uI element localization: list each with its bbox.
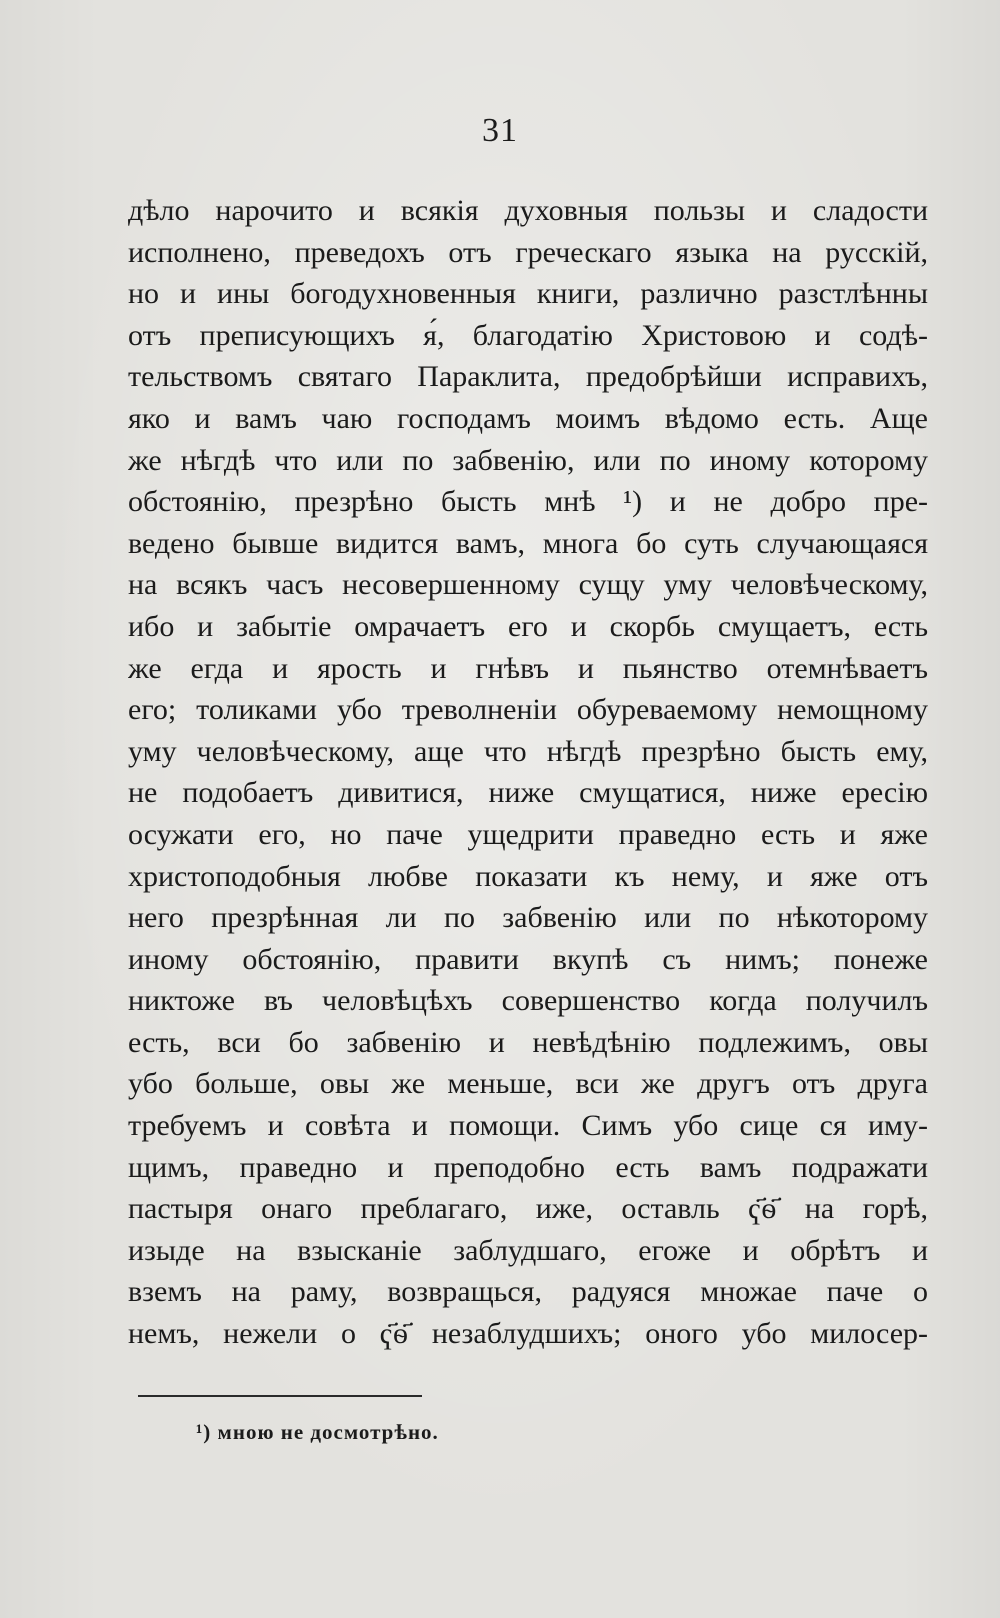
text-line: тельствомъ святаго Параклита, предобрѣйши исправихъ,: [128, 360, 928, 394]
page-number: 31: [482, 112, 518, 149]
text-line: его; толиками убо треволненіи обуреваемому немощному: [128, 693, 928, 727]
text-line: обстоянію, презрѣно бысть мнѣ ¹) и не добро пре-: [128, 485, 928, 519]
text-line: иному обстоянію, правити вкупѣ съ нимъ; понеже: [128, 942, 928, 976]
text-line: ведено бывше видится вамъ, многа бо суть случающаяся: [128, 526, 928, 560]
text-line: не подобаетъ дивитися, ниже смущатися, ниже ересію: [128, 776, 928, 810]
text-line: на всякъ часъ несовершенному сущу уму человѣческому,: [128, 568, 928, 602]
text-line: же егда и ярость и гнѣвъ и пьянство отемнѣваетъ: [128, 651, 928, 685]
text-line: но и ины богодухновенныя книги, различно разстлѣнны: [128, 277, 928, 311]
text-line: щимъ, праведно и преподобно есть вамъ подражати: [128, 1150, 928, 1184]
body-text: [128, 190, 928, 1355]
text-line: уму человѣческому, аще что нѣгдѣ презрѣно бысть ему,: [128, 734, 928, 768]
text-line: же нѣгдѣ что или по забвенію, или по иному которому: [128, 443, 928, 477]
text-line: христоподобныя любве показати къ нему, и яже отъ: [128, 859, 928, 893]
text-line: немъ, нежели о ҁ҃ѳ҃ незаблудшихъ; оного убо милосер-: [128, 1317, 928, 1351]
text-line: яко и вамъ чаю господамъ моимъ вѣдомо есть. Аще: [128, 401, 928, 435]
text-line: отъ преписующихъ я́, благодатію Христовою и содѣ-: [128, 318, 928, 352]
text-line: пастыря онаго преблагаго, иже, оставль ҁ҃ѳ҃ на горѣ,: [128, 1192, 928, 1226]
text-line: осужати его, но паче ущедрити праведно есть и яже: [128, 817, 928, 851]
text-line: есть, вси бо забвенію и невѣдѣнію подлежимъ, овы: [128, 1025, 928, 1059]
text-line: дѣло нарочито и всякія духовныя пользы и сладости: [128, 194, 928, 227]
text-line: убо больше, овы же меньше, вси же другъ отъ друга: [128, 1067, 928, 1101]
text-line: изыде на взысканіе заблудшаго, егоже и обрѣтъ и: [128, 1233, 928, 1267]
text-line: исполнено, преведохъ отъ греческаго языка на русскій,: [128, 235, 928, 269]
footnote: ¹) мною не досмотрѣно.: [196, 1420, 439, 1444]
text-line: требуемъ и совѣта и помощи. Симъ убо сице ся иму-: [128, 1109, 928, 1143]
text-line: ибо и забытіе омрачаетъ его и скорбь смущаетъ, есть: [128, 609, 928, 643]
footnote-divider: [138, 1395, 422, 1397]
text-line: вземъ на раму, возвращься, радуяся множае паче о: [128, 1275, 928, 1309]
text-line: него презрѣнная ли по забвенію или по нѣкоторому: [128, 901, 928, 935]
text-line: никтоже въ человѣцѣхъ совершенство когда получилъ: [128, 984, 928, 1018]
